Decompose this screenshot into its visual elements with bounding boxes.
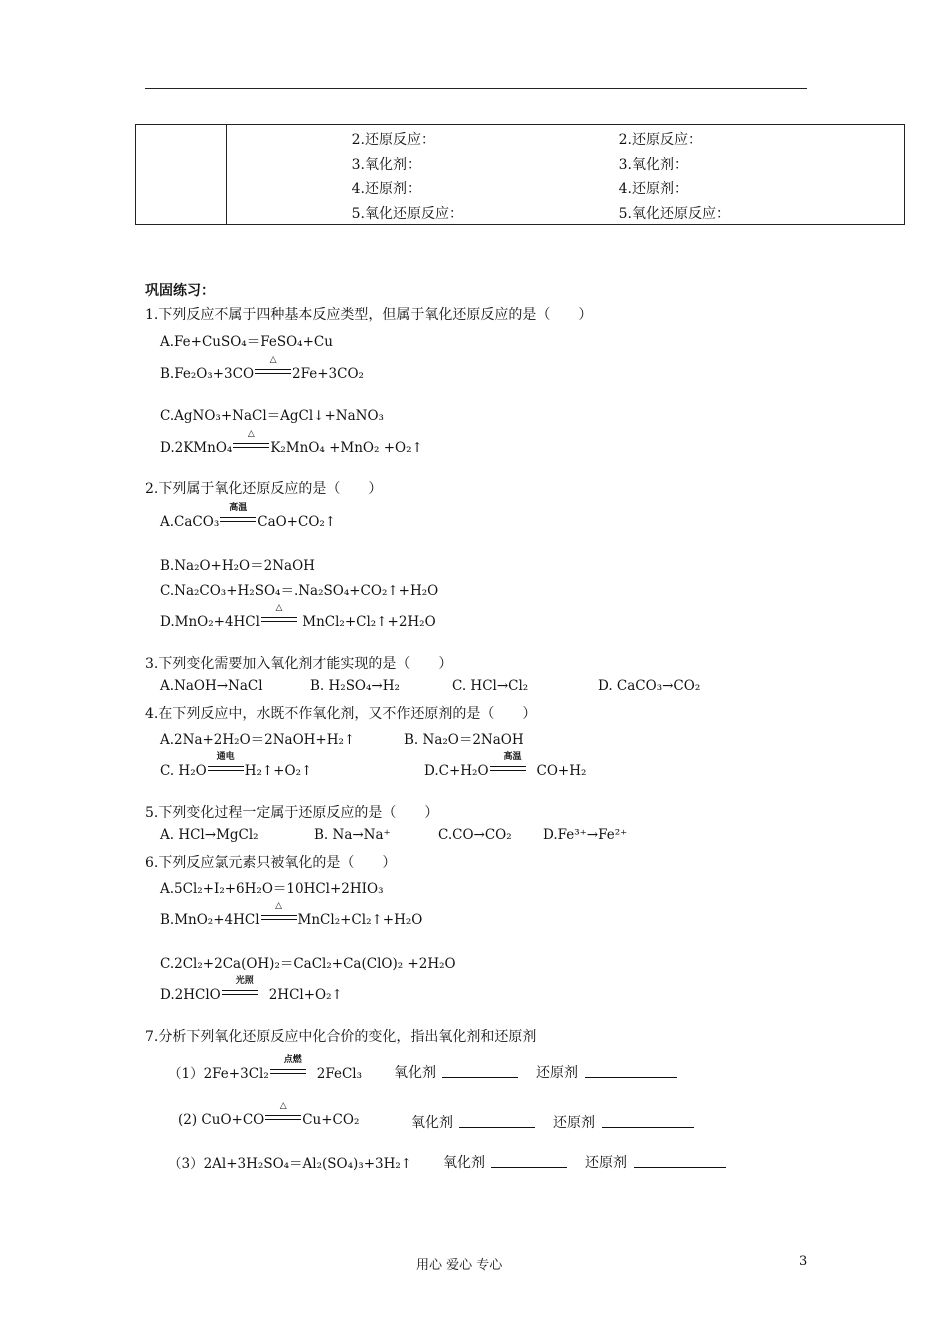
- table-line: 3.氧化剂：: [351, 157, 421, 173]
- q4-d-reactants: D.C+H₂O: [424, 763, 489, 779]
- reaction-condition-arrow: [270, 1054, 316, 1082]
- q7-reaction-2: [178, 1100, 360, 1128]
- q2-option-a: [160, 502, 337, 530]
- q1-b-reactants: B.Fe₂O₃+3CO: [160, 366, 255, 382]
- q7-r2-oxidant-blank[interactable]: [459, 1114, 535, 1128]
- q1-option-c: C.AgNO₃+NaCl＝AgCl↓+NaNO₃: [160, 408, 384, 424]
- q5-option-d: D.Fe³⁺→Fe²⁺: [543, 827, 628, 843]
- reaction-condition-arrow: [261, 900, 297, 928]
- q3-option-a: A.NaOH→NaCl: [160, 678, 263, 694]
- reaction-condition-arrow: [222, 975, 268, 1003]
- q7-r2-oxidant-label: 氧化剂: [411, 1115, 453, 1131]
- q5-option-b: B. Na→Na⁺: [314, 827, 391, 843]
- q6-option-a: A.5Cl₂+I₂+6H₂O＝10HCl+2HIO₃: [160, 881, 384, 897]
- table-line: 5.氧化还原反应：: [351, 206, 463, 222]
- heat-symbol: △: [279, 1100, 287, 1111]
- q1-option-a: A.Fe+CuSO₄＝FeSO₄+Cu: [160, 334, 333, 350]
- reaction-condition-arrow: [233, 428, 269, 456]
- question-1-stem: 1.下列反应不属于四种基本反应类型，但属于氧化还原反应的是（ ）: [145, 307, 593, 323]
- q6-option-d: [160, 975, 343, 1003]
- q7-r2-reductant-blank[interactable]: [602, 1114, 694, 1128]
- heat-symbol: △: [247, 428, 255, 439]
- q7-r2-products: Cu+CO₂: [302, 1112, 360, 1128]
- q7-r1-reductant-blank[interactable]: [585, 1064, 677, 1078]
- q1-b-products: 2Fe+3CO₂: [292, 366, 364, 382]
- q4-option-d: [424, 751, 587, 779]
- table-line: 2.还原反应：: [618, 132, 702, 148]
- page-number: 3: [799, 1254, 808, 1269]
- q6-d-products: 2HCl+O₂↑: [268, 987, 343, 1003]
- q6-option-c: C.2Cl₂+2Ca(OH)₂＝CaCl₂+Ca(ClO)₂ +2H₂O: [160, 956, 456, 972]
- q2-option-d: [160, 602, 436, 630]
- question-3-stem: 3.下列变化需要加入氧化剂才能实现的是（ ）: [145, 656, 453, 672]
- q6-b-reactants: B.MnO₂+4HCl: [160, 912, 260, 928]
- q7-reaction-1: [168, 1054, 363, 1082]
- reaction-condition-arrow: [265, 1100, 301, 1128]
- q2-a-products: CaO+CO₂↑: [257, 514, 337, 530]
- q2-d-products: MnCl₂+Cl₂↑+2H₂O: [297, 614, 436, 630]
- question-4-stem: 4.在下列反应中，水既不作氧化剂，又不作还原剂的是（ ）: [145, 706, 537, 722]
- question-5-stem: 5.下列变化过程一定属于还原反应的是（ ）: [145, 805, 439, 821]
- heat-symbol: △: [275, 900, 282, 911]
- q2-a-reactants: A.CaCO₃: [160, 514, 220, 530]
- q4-option-c: [160, 751, 313, 779]
- q7-r1-oxidant-label: 氧化剂: [394, 1065, 436, 1081]
- q7-r3-oxidant-label: 氧化剂: [443, 1155, 485, 1171]
- q2-option-c: C.Na₂CO₃+H₂SO₄＝.Na₂SO₄+CO₂↑+H₂O: [160, 583, 439, 599]
- reaction-condition-arrow: [261, 602, 297, 630]
- q7-r3-reductant-label: 还原剂: [585, 1155, 627, 1171]
- reaction-condition-arrow: [208, 751, 244, 779]
- q7-reaction-3: （3）2Al+3H₂SO₄＝Al₂(SO₄)₃+3H₂↑: [168, 1156, 413, 1172]
- heat-symbol: △: [275, 602, 283, 613]
- q7-r2-reactants: (2) CuO+CO: [178, 1112, 265, 1128]
- condition-label: 光照: [235, 975, 254, 986]
- q3-option-d: D. CaCO₃→CO₂: [598, 678, 701, 694]
- q2-d-reactants: D.MnO₂+4HCl: [160, 614, 260, 630]
- q3-option-b: B. H₂SO₄→H₂: [310, 678, 400, 694]
- q7-r3-reductant-blank[interactable]: [634, 1154, 726, 1168]
- heat-symbol: △: [269, 354, 277, 365]
- reaction-condition-arrow: [255, 354, 291, 382]
- q7-r1-reductant-label: 还原剂: [536, 1065, 578, 1081]
- q7-r3-oxidant-blank[interactable]: [491, 1154, 567, 1168]
- section-title: 巩固练习：: [145, 283, 215, 299]
- q1-option-d: [160, 428, 423, 456]
- q1-d-products: K₂MnO₄ +MnO₂ +O₂↑: [270, 440, 423, 456]
- q4-c-reactants: C. H₂O: [160, 763, 207, 779]
- condition-label: 点燃: [283, 1054, 302, 1065]
- condition-label: 高温: [229, 502, 248, 513]
- q5-option-a: A. HCl→MgCl₂: [160, 827, 259, 843]
- table-line: 3.氧化剂：: [618, 157, 688, 173]
- condition-label: 高温: [503, 751, 522, 762]
- table-line: 4.还原剂：: [618, 181, 688, 197]
- q4-option-b: B. Na₂O＝2NaOH: [404, 732, 524, 748]
- reaction-condition-arrow: [490, 751, 536, 779]
- q7-r1-oxidant-blank[interactable]: [442, 1064, 518, 1078]
- table-cell-main: [226, 125, 904, 225]
- q6-option-b: [160, 900, 423, 928]
- table-cell-left: [136, 125, 227, 225]
- q4-option-a: A.2Na+2H₂O＝2NaOH+H₂↑: [160, 732, 356, 748]
- q6-b-products: MnCl₂+Cl₂↑+H₂O: [297, 912, 423, 928]
- q3-option-c: C. HCl→Cl₂: [452, 678, 529, 694]
- q1-d-reactants: D.2KMnO₄: [160, 440, 233, 456]
- footer-motto: 用心 爱心 专心: [416, 1258, 503, 1273]
- q4-d-products: CO+H₂: [536, 763, 587, 779]
- reaction-condition-arrow: [220, 502, 256, 530]
- table-line: 5.氧化还原反应：: [618, 206, 730, 222]
- table-line: 2.还原反应：: [351, 132, 435, 148]
- table-line: 4.还原剂：: [351, 181, 421, 197]
- condition-label: 通电: [216, 751, 235, 762]
- summary-table: [135, 124, 905, 225]
- question-2-stem: 2.下列属于氧化还原反应的是（ ）: [145, 481, 383, 497]
- question-6-stem: 6.下列反应氯元素只被氧化的是（ ）: [145, 855, 397, 871]
- q6-d-reactants: D.2HClO: [160, 987, 221, 1003]
- q2-option-b: B.Na₂O+H₂O＝2NaOH: [160, 558, 315, 574]
- q1-option-b: [160, 354, 364, 382]
- q7-r1-products: 2FeCl₃: [316, 1066, 363, 1082]
- q7-r2-reductant-label: 还原剂: [553, 1115, 595, 1131]
- header-rule: [145, 88, 807, 89]
- q7-r1-reactants: （1）2Fe+3Cl₂: [168, 1066, 269, 1082]
- question-7-stem: 7.分析下列氧化还原反应中化合价的变化，指出氧化剂和还原剂: [145, 1029, 537, 1045]
- q4-c-products: H₂↑+O₂↑: [244, 763, 313, 779]
- q5-option-c: C.CO→CO₂: [438, 827, 512, 843]
